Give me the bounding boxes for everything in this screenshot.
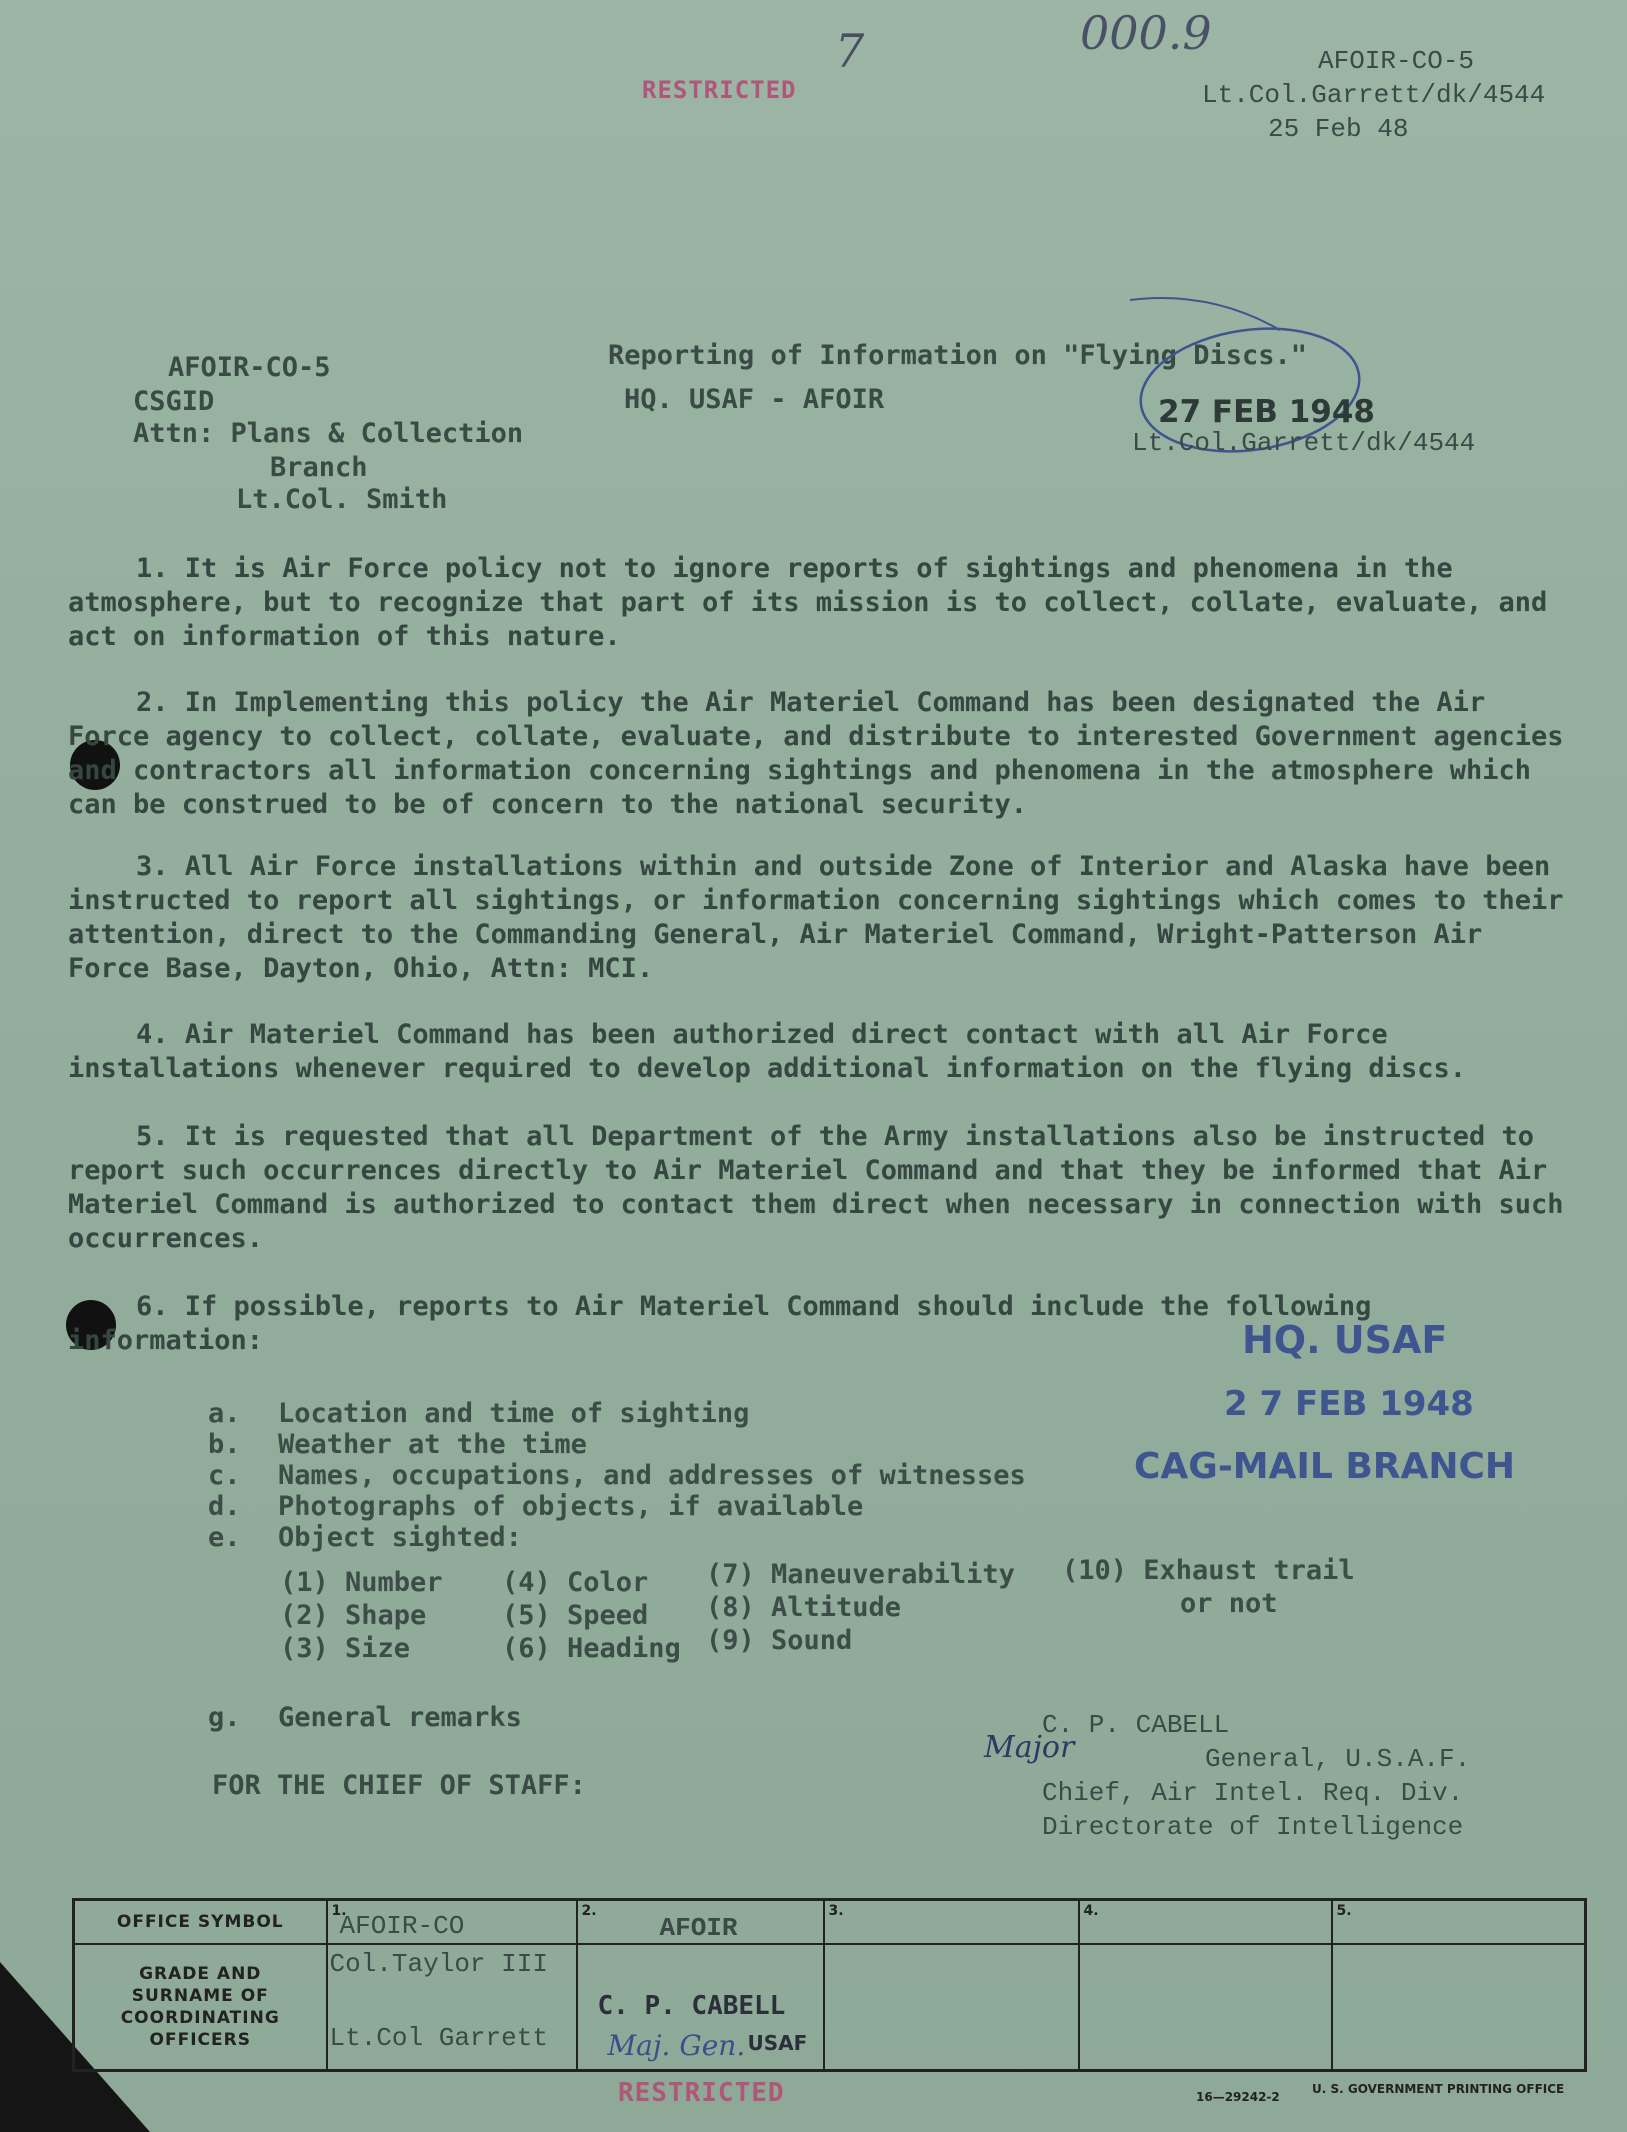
- handwritten-mark: 7: [835, 24, 865, 78]
- field-number: (1) Number: [280, 1567, 443, 1598]
- object-fields-col1: [280, 1566, 443, 1665]
- hq-stamp-title: HQ. USAF: [1242, 1318, 1448, 1362]
- table-cell-1-symbol: 1. AFOIR-CO: [327, 1900, 577, 1944]
- address-line3: Attn: Plans & Collection: [133, 418, 524, 449]
- table-cell-2-symbol: 2. AFOIR: [577, 1900, 824, 1944]
- object-fields-col4: [1062, 1554, 1355, 1620]
- list-item: a. Location and time of sighting: [208, 1398, 750, 1429]
- subject-title: Reporting of Information on "Flying Discs.": [608, 340, 1307, 371]
- list-item: d. Photographs of objects, if available: [208, 1491, 864, 1522]
- object-fields-col3: [706, 1558, 1015, 1657]
- field-exhaust-trail: (10) Exhaust trail: [1062, 1555, 1355, 1586]
- hq-stamp-date: 2 7 FEB 1948: [1224, 1384, 1474, 1424]
- info-list: [208, 1398, 1026, 1553]
- field-sound: (9) Sound: [706, 1625, 853, 1656]
- paragraph-1: 1. It is Air Force policy not to ignore reports of sightings and phenomena in the atmosphere, but to recognize that part of its mission is to collect, collate, evaluate, and act on information of this nature.: [68, 553, 1548, 652]
- table-cell-3-symbol: 3.: [824, 1900, 1079, 1944]
- field-size: (3) Size: [280, 1633, 411, 1664]
- paragraph-3: 3. All Air Force installations within and outside Zone of Interior and Alaska have been instructed to report all sightings, or information concerning sightings which comes to their attention, direct to the Commanding General, Air Materiel Command, Wright-Patterson Air Force Base, Dayton, Ohio, Attn: MCI.: [68, 851, 1564, 984]
- address-line4: Branch: [270, 452, 368, 483]
- subject-from: HQ. USAF - AFOIR: [624, 384, 885, 415]
- address-line5: Lt.Col. Smith: [236, 484, 448, 515]
- list-item-g: g. General remarks: [208, 1702, 522, 1733]
- field-altitude: (8) Altitude: [706, 1592, 902, 1623]
- signature-title1: Chief, Air Intel. Req. Div.: [1042, 1778, 1464, 1808]
- office-symbol-label: OFFICE SYMBOL: [74, 1900, 327, 1944]
- paragraph-6: 6. If possible, reports to Air Materiel Command should include the following information:: [68, 1291, 1372, 1356]
- paragraph-2: 2. In Implementing this policy the Air Materiel Command has been designated the Air Force agency to collect, collate, evaluate, and distribute to interested Government agencies and contractors all information concerning sightings and phenomena in the atmosphere which can be construed to be of concern to the national security.: [68, 687, 1564, 820]
- handwritten-maj-gen: Maj. Gen.: [607, 2028, 746, 2062]
- grade-surname-label: GRADE AND SURNAME OF COORDINATING OFFICERS: [74, 1944, 327, 2071]
- header-office: AFOIR-CO-5: [1318, 46, 1475, 76]
- table-cell-4-symbol: 4.: [1079, 1900, 1332, 1944]
- for-chief-of-staff: FOR THE CHIEF OF STAFF:: [212, 1770, 586, 1801]
- signature-title2: Directorate of Intelligence: [1042, 1812, 1464, 1842]
- header-date: 25 Feb 48: [1268, 114, 1409, 144]
- table-cell-5-names: [1332, 1944, 1586, 2071]
- field-speed: (5) Speed: [502, 1600, 649, 1631]
- field-maneuverability: (7) Maneuverability: [706, 1559, 1015, 1590]
- paragraph-4: 4. Air Materiel Command has been authorized direct contact with all Air Force installations whenever required to develop additional information on the flying discs.: [68, 1019, 1466, 1084]
- coordination-table: [72, 1898, 1587, 2072]
- address-line2: CSGID: [133, 386, 215, 417]
- table-cell-4-names: [1079, 1944, 1332, 2071]
- field-heading: (6) Heading: [502, 1633, 681, 1664]
- address-line1: AFOIR-CO-5: [168, 352, 331, 383]
- list-item: e. Object sighted:: [208, 1522, 522, 1553]
- field-exhaust-or-not: or not: [1180, 1588, 1278, 1619]
- subject-date-stamp: 27 FEB 1948: [1158, 394, 1375, 430]
- table-cell-1-names: Col.Taylor III Lt.Col Garrett: [327, 1944, 577, 2071]
- table-cell-2-names: C. P. CABELL USAF Maj. Gen.: [577, 1944, 824, 2071]
- subject-ref: Lt.Col.Garrett/dk/4544: [1132, 428, 1476, 458]
- file-number: 000.9: [1080, 6, 1212, 60]
- printer-imprint: U. S. GOVERNMENT PRINTING OFFICE: [1312, 2082, 1565, 2096]
- list-item: c. Names, occupations, and addresses of witnesses: [208, 1460, 1026, 1491]
- restricted-stamp-bottom: RESTRICTED: [618, 2078, 785, 2108]
- signature-hand-rank: Major: [984, 1730, 1075, 1765]
- table-cell-3-names: [824, 1944, 1079, 2071]
- header-ref: Lt.Col.Garrett/dk/4544: [1202, 80, 1546, 110]
- form-number: 16—29242-2: [1196, 2090, 1280, 2104]
- signature-name: C. P. CABELL: [1042, 1710, 1230, 1740]
- hq-stamp-branch: CAG-MAIL BRANCH: [1134, 1446, 1516, 1487]
- restricted-stamp-top: RESTRICTED: [642, 76, 797, 104]
- paragraph-5: 5. It is requested that all Department of the Army installations also be instructed to report such occurrences directly to Air Materiel Command and that they be informed that Air Materiel Command is authorized to contact them direct when necessary in connection with such occurrences.: [68, 1121, 1564, 1254]
- field-color: (4) Color: [502, 1567, 649, 1598]
- table-cell-5-symbol: 5.: [1332, 1900, 1586, 1944]
- field-shape: (2) Shape: [280, 1600, 427, 1631]
- list-item: b. Weather at the time: [208, 1429, 587, 1460]
- object-fields-col2: [502, 1566, 681, 1665]
- signature-rank: General, U.S.A.F.: [1205, 1744, 1471, 1774]
